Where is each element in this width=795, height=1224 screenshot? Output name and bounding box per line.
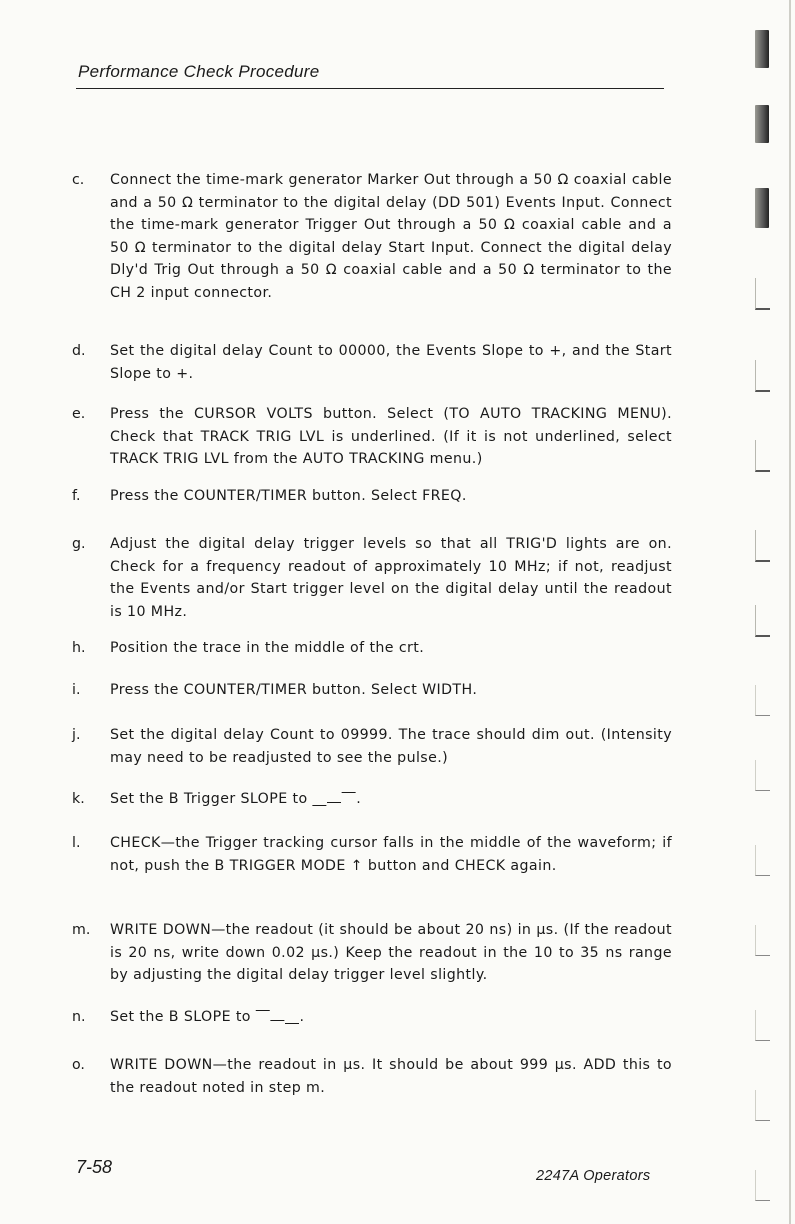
step-text: Press the COUNTER/TIMER button. Select WIDTH. bbox=[110, 682, 478, 698]
page-number: 7-58 bbox=[76, 1157, 113, 1177]
step-m bbox=[72, 919, 672, 987]
step-text: Press the CURSOR VOLTS button. Select (TO AUTO TRACKING MENU). Check that TRACK TRIG LVL is underlined. (If it is not underlined, select TRACK TRIG LVL from the AUTO TRACKING menu.) bbox=[110, 406, 672, 467]
binding-tab bbox=[755, 685, 770, 716]
step-h bbox=[72, 637, 672, 660]
step-text: Position the trace in the middle of the crt. bbox=[110, 640, 425, 656]
step-text: Set the B Trigger SLOPE to ⎽⎼⎺. bbox=[110, 791, 362, 807]
step-letter: g. bbox=[72, 536, 86, 552]
binding-tab bbox=[755, 188, 769, 228]
step-text: Press the COUNTER/TIMER button. Select FREQ. bbox=[110, 488, 467, 504]
manual-title: 2247A Operators bbox=[536, 1168, 651, 1184]
step-g bbox=[72, 533, 672, 623]
step-text: Set the B SLOPE to ⎺⎼⎽. bbox=[110, 1009, 305, 1025]
binding-tab bbox=[755, 30, 769, 68]
binding-tab bbox=[755, 605, 770, 637]
step-text: CHECK—the Trigger tracking cursor falls in the middle of the waveform; if not, push the B TRIGGER MODE ↑ button and CHECK again. bbox=[110, 835, 672, 874]
header-rule bbox=[76, 88, 664, 89]
step-letter: n. bbox=[72, 1009, 86, 1025]
step-letter: m. bbox=[72, 922, 91, 938]
step-letter: j. bbox=[72, 727, 81, 743]
binding-tab bbox=[755, 440, 770, 472]
step-text: WRITE DOWN—the readout (it should be about 20 ns) in µs. (If the readout is 20 ns, write down 0.02 µs.) Keep the readout in the 10 to 35 ns range by adjusting the digital delay trigger level slightly. bbox=[110, 922, 672, 983]
step-text: Adjust the digital delay trigger levels so that all TRIG'D lights are on. Check for a frequency readout of approximately 10 MHz; if not, readjust the Events and/or Start trigger level on the digital delay until the readout is 10 MHz. bbox=[110, 536, 672, 620]
step-letter: d. bbox=[72, 343, 86, 359]
binding-tab bbox=[755, 1010, 770, 1041]
binding-tab bbox=[755, 845, 770, 876]
step-i bbox=[72, 679, 672, 702]
binding-tab bbox=[755, 760, 770, 791]
step-text: Set the digital delay Count to 00000, the Events Slope to +, and the Start Slope to +. bbox=[110, 343, 672, 382]
step-text: Connect the time-mark generator Marker Out through a 50 Ω coaxial cable and a 50 Ω terminator to the digital delay (DD 501) Events Input. Connect the time-mark generator Trigger Out through a 50 Ω coaxial cable and a 50 Ω terminator to the digital delay Start Input. Connect the digital delay Dly'd Trig Out through a 50 Ω coaxial cable and a 50 Ω terminator to the CH 2 input connector. bbox=[110, 172, 672, 301]
step-k bbox=[72, 788, 672, 811]
step-letter: e. bbox=[72, 406, 86, 422]
step-e bbox=[72, 403, 672, 471]
step-l bbox=[72, 832, 672, 877]
step-text: Set the digital delay Count to 09999. The trace should dim out. (Intensity may need to be readjusted to see the pulse.) bbox=[110, 727, 672, 766]
step-d bbox=[72, 340, 672, 385]
step-letter: h. bbox=[72, 640, 86, 656]
step-letter: i. bbox=[72, 682, 81, 698]
binding-tab bbox=[755, 1170, 770, 1201]
binding-tab bbox=[755, 1090, 770, 1121]
binding-tab bbox=[755, 925, 770, 956]
step-n bbox=[72, 1006, 672, 1029]
step-o bbox=[72, 1054, 672, 1099]
step-letter: f. bbox=[72, 488, 81, 504]
step-letter: k. bbox=[72, 791, 85, 807]
step-text: WRITE DOWN—the readout in µs. It should be about 999 µs. ADD this to the readout noted in step m. bbox=[110, 1057, 672, 1096]
binding-tab bbox=[755, 360, 770, 392]
binding-tab bbox=[755, 530, 770, 562]
page-header-title: Performance Check Procedure bbox=[78, 62, 320, 81]
step-c bbox=[72, 169, 672, 304]
step-f bbox=[72, 485, 672, 508]
step-j bbox=[72, 724, 672, 769]
step-letter: c. bbox=[72, 172, 85, 188]
step-letter: o. bbox=[72, 1057, 85, 1073]
page-edge bbox=[789, 0, 791, 1224]
step-letter: l. bbox=[72, 835, 81, 851]
binding-tab bbox=[755, 105, 769, 143]
binding-tab bbox=[755, 278, 770, 310]
